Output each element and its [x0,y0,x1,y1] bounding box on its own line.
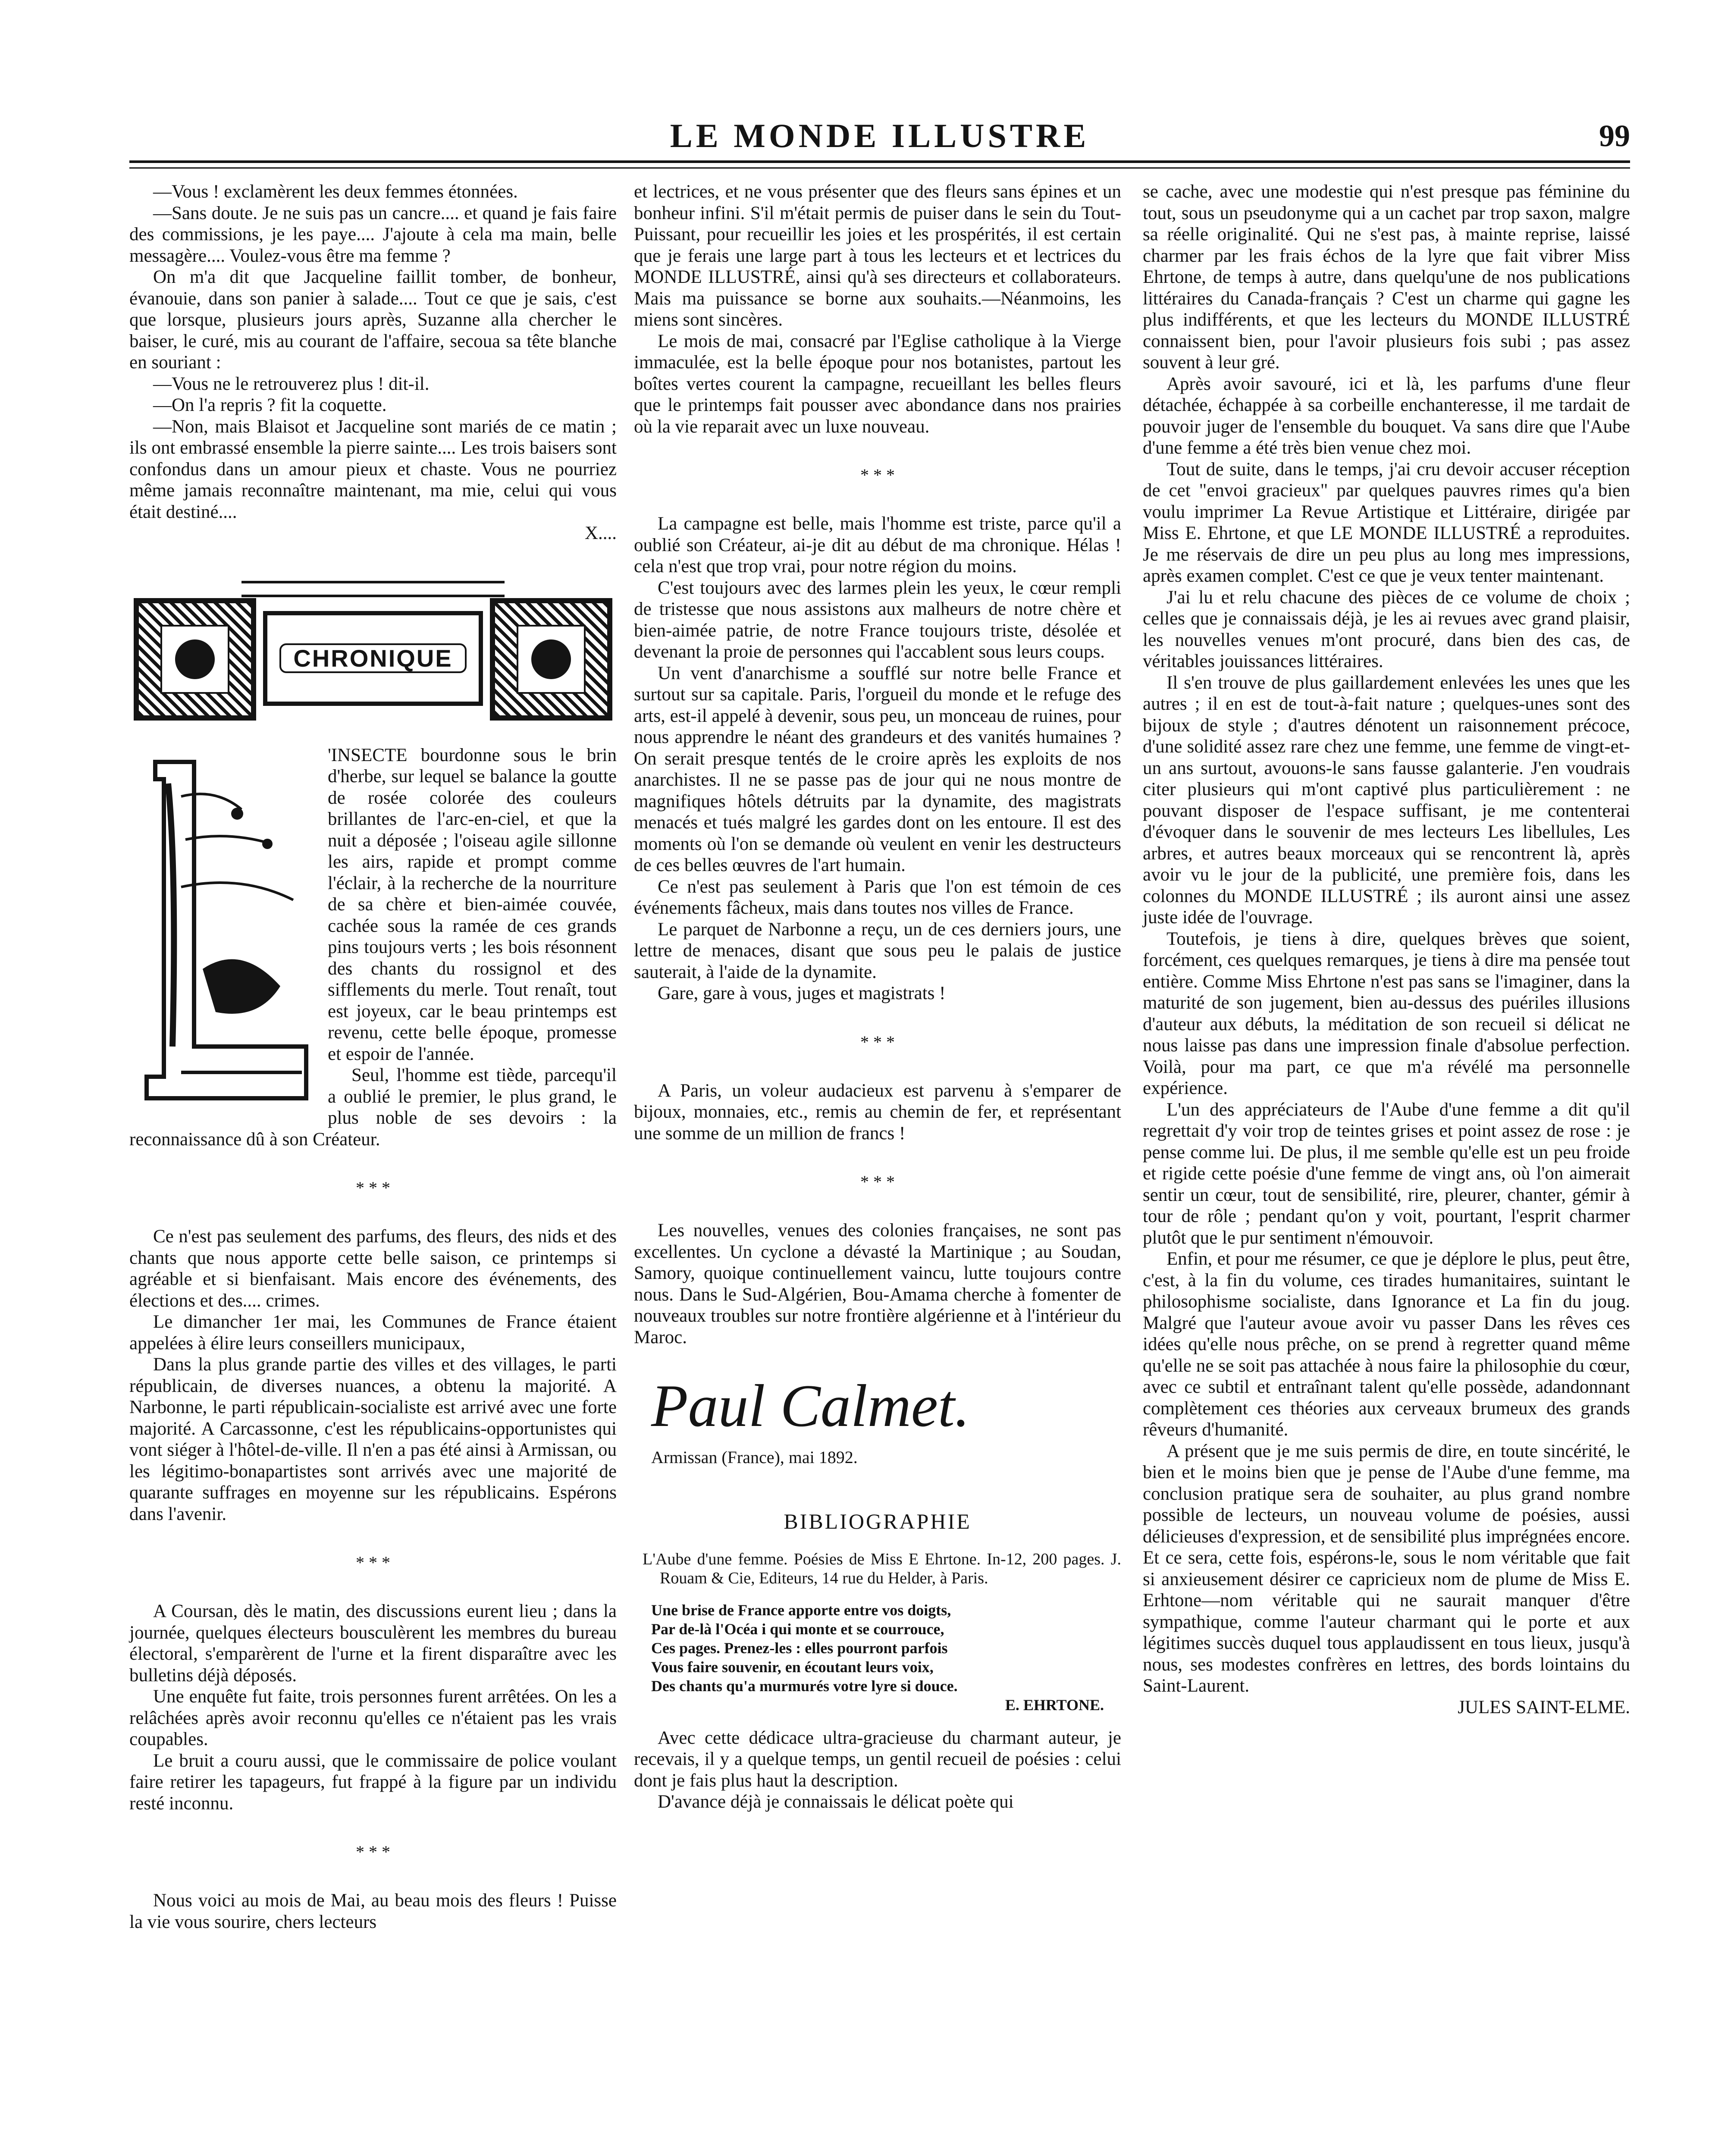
paragraph: —Non, mais Blaisot et Jacqueline sont mariés de ce matin ; ils ont embrassé ensemble la pierre sainte.... Les trois baisers sont confondus dans un amour pieux et chaste. Vous ne pourriez même jamais reconnaître maintenant, ma mie, celui qui vous était destiné.... [129,416,617,522]
section-stars: * * * [860,1172,895,1191]
header-rule-thin [129,167,1630,169]
paragraph: J'ai lu et relu chacune des pièces de ce volume de choix ; celles que je connaissais déjà, je les ai revues avec grand plaisir, les nouvelles venues m'ont procuré, dans bien des cas, de véritables jouissances littéraires. [1143,587,1630,671]
chronique-opening [129,745,617,1065]
paragraph: Les nouvelles, venues des colonies françaises, ne sont pas excellentes. Un cyclone a dévasté la Martinique ; au Soudan, Samory, quoique continuellement vaincu, lutte toujours contre nous. Dans le Sud-Algérien, Bou-Amama cherche à fomenter de nouveaux troubles sur notre frontière algérienne et à l'intérieur du Maroc. [634,1220,1121,1348]
section-stars: * * * [356,1553,390,1572]
poem-author: E. EHRTONE. [1005,1696,1104,1714]
column-1 [129,181,617,2156]
paragraph: Toutefois, je tiens à dire, quelques brèves que soient, forcément, ces quelques remarques, je tiens à dire ma pensée tout entière. Comme Miss Ehrtone n'est pas sans se l'imaginer, dans la maturité de son jugement, bien au-dessus des puériles illusions d'auteur aux débuts, la méditation de son recueil si délicat ne nous laisse pas dans une impression finale d'absolue perfection. Voilà, pour ma part, ce que m'a révélé ma personnelle expérience. [1143,928,1630,1098]
paragraph: L'un des appréciateurs de l'Aube d'une femme a dit qu'il regrettait d'y voir trop de teintes grises et point assez de rose : je pense comme lui. De plus, il me semble qu'elle est un peu froide et rigide cette poésie d'une femme de vingt ans, où l'on aimerait sentir un cœur, tout de sensibilité, rire, pleurer, chanter, gémir à tour de rôle ; pendant qu'on y voit, pourtant, l'esprit charmer plutôt que le pur sentiment n'émouvoir. [1143,1099,1630,1248]
paragraph: Le dimancher 1er mai, les Communes de France étaient appelées à élire leurs conseillers municipaux, [129,1312,617,1354]
banner-rule [241,581,505,597]
paragraph: et lectrices, et ne vous présenter que des fleurs sans épines et un bonheur infini. S'il m'était permis de puiser dans le sein du Tout-Puissant, pour recueillir les joies et les prospérités, il est certain que je ferais une large part à tous les lecteurs et et lectrices du MONDE ILLUSTRÉ, ainsi qu'à ses directeurs et collaborateurs. Mais ma puissance se borne aux souhaits.—Néanmoins, les miens sont sincères. [634,182,1121,330]
paragraph: —On l'a repris ? fit la coquette. [153,395,387,415]
section-stars: * * * [356,1178,390,1197]
paragraph: Ce n'est pas seulement des parfums, des fleurs, des nids et des chants que nous apporte cette belle saison, ce printemps si agréable et si bienfaisant. Mais encore des événements, des élections et des.... crimes. [129,1226,617,1311]
header-rule-thick [129,160,1630,163]
bibliography-reference: L'Aube d'une femme. Poésies de Miss E Ehrtone. In-12, 200 pages. J. Rouam & Cie, Editeurs, 14 rue du Helder, à Paris. [643,1550,1121,1587]
bibliographie-heading: BIBLIOGRAPHIE [784,1509,972,1533]
page-number: 99 [1599,119,1630,153]
paragraph: C'est toujours avec des larmes plein les yeux, le cœur rempli de tristesse que nous assistons aux malheurs de notre chère et bien-aimée patrie, de notre France toujours triste, désolée et devenant la proie de personnes qui l'accablent sous leurs coups. [634,577,1121,662]
paragraph: A Paris, un voleur audacieux est parvenu à s'emparer de bijoux, monnaies, etc., remis au chemin de fer, et représentant une somme de un million de francs ! [634,1080,1121,1144]
paragraph: Nous voici au mois de Mai, au beau mois des fleurs ! Puisse la vie vous sourire, chers lecteurs [129,1890,617,1932]
paragraph: Avec cette dédicace ultra-gracieuse du charmant auteur, je recevais, il y a quelque temps, un gentil recueil de poésies : celui dont je fais plus haut la description. [634,1727,1121,1791]
paragraph: se cache, avec une modestie qui n'est presque pas féminine du tout, sous un pseudonyme qui a un cachet par trop saxon, malgre sa réelle originalité. Qui ne s'est pas, à mainte reprise, laissé charmer par les frais échos de la lyre que fait vibrer Miss Ehrtone, de temps à autre, dans quelqu'une de nos publications littéraires du Canada-français ? C'est un charme qui gagne les plus indifférents, et que les lecteurs du MONDE ILLUSTRÉ connaissent bien, pour l'avoir plusieurs fois subi ; pas assez souvent à leur gré. [1143,182,1630,373]
article-author: JULES SAINT-ELME. [1458,1697,1630,1717]
chronique-banner [134,581,612,727]
dateline: Armissan (France), mai 1892. [651,1448,858,1467]
paragraph: Gare, gare à vous, juges et magistrats ! [658,983,946,1003]
column-3 [1143,181,1630,2156]
ornament-left-icon [134,598,256,721]
dedication-poem [651,1601,1121,1714]
poem-line: Par de-là l'Océa i qui monte et se courrouce, [651,1620,944,1638]
paragraph: —Vous ne le retrouverez plus ! dit-il. [153,373,430,394]
paragraph: Tout de suite, dans le temps, j'ai cru devoir accuser réception de cet "envoi gracieux" par quelques pauvres rimes qu'a bien voulu imprimer La Revue Artistique et Littéraire, dirigée par Miss E. Ehrtone, et que LE MONDE ILLUSTRÉ a reproduites. Je me réservais de dire un peu plus au long mes impressions, après examen complet. C'est ce que je veux tenter maintenant. [1143,459,1630,586]
author-signature: Paul Calmet. [651,1373,970,1439]
paragraph: Le mois de mai, consacré par l'Eglise catholique à la Vierge immaculée, est la belle époque pour nos botanistes, partout les boîtes vertes courent la campagne, recueillant les belles fleurs que le printemps fait pousser avec abondance dans nos prairies où la vie reparait avec un luxe nouveau. [634,331,1121,437]
paragraph: A Coursan, dès le matin, des discussions eurent lieu ; dans la journée, quelques électeurs bousculèrent les membres du bureau électoral, s'emparèrent de l'urne et la firent disparaître avec les bulletins déjà déposés. [129,1601,617,1686]
dropcap-l-illustration-icon [129,745,315,1116]
section-stars: * * * [860,1032,895,1052]
paragraph: Ce n'est pas seulement à Paris que l'on est témoin de ces événements fâcheux, mais dans toutes nos villes de France. [634,876,1121,918]
paragraph: Un vent d'anarchisme a soufflé sur notre belle France et surtout sur sa capitale. Paris, l'orgueil du monde et le refuge des arts, est-il appelé à devenir, sous peu, un monceau de ruines, pour nous apprendre le néant des grandeurs et des vanités humaines ? On serait presque tentés de le croire après les exploits de nos anarchistes. Il ne se passe pas de jour qui ne nous montre de magnifiques hôtels détruits par la dynamite, des magistrats menacés et tués malgré les gardes dont on les entoure. Il est des moments où l'on se demande où veulent en venir les destructeurs de ces belles œuvres de l'art humain. [634,663,1121,875]
paragraph: On m'a dit que Jacqueline faillit tomber, de bonheur, évanouie, dans son panier à salade.... Tout ce que je sais, c'est que lorsque, plusieurs jours après, Suzanne alla chercher le baiser, le curé, mis au courant de l'affaire, secoua sa tête blanche en souriant : [129,267,617,373]
section-stars: * * * [356,1842,390,1861]
chronique-title: CHRONIQUE [279,643,466,674]
paragraph: La campagne est belle, mais l'homme est triste, parce qu'il a oublié son Créateur, ai-je dit au début de ma chronique. Hélas ! cela n'est que trop vrai, pour notre région du moins. [634,514,1121,577]
paragraph: Il s'en trouve de plus gaillardement enlevées les unes que les autres ; il en est de tout-à-fait nature ; quelques-unes sont des bijoux de style ; d'autres dénotent un raisonnement précoce, d'une solidité assez rare chez une femme, une femme de vingt-et-un ans surtout, avouons-le sans fausse galanterie. J'en voudrais citer plusieurs qui m'ont captivé plus particulièrement : ne pouvant disposer de l'espace suffisant, je me contenterai d'évoquer dans le souvenir de mes lecteurs Les libellules, Les arbres, et autres beaux morceaux qui se rencontrent là, après avoir vu le jour de la publicité, une première fois, dans les colonnes du MONDE ILLUSTRÉ ; ils auront ainsi une assez juste idée de l'ouvrage. [1143,672,1630,928]
poem-line: Vous faire souvenir, en écoutant leurs voix, [651,1658,934,1676]
column-2 [634,181,1121,2156]
page-header [129,116,1630,155]
paragraph: Dans la plus grande partie des villes et des villages, le parti républicain, de diverses nuances, a obtenu la majorité. A Narbonne, le parti républicain-socialiste est arrivé avec une forte majorité. A Carcassonne, c'est les républicains-opportunistes qui vont siéger à l'hôtel-de-ville. Il n'en a pas été ainsi à Armissan, ou les légitimo-bonapartistes sont arrivés avec une majorité de quarante suffrages en moyenne sur les républicains. Espérons dans l'avenir. [129,1354,617,1524]
poem-line: Ces pages. Prenez-les : elles pourront parfois [651,1639,948,1657]
paragraph: A présent que je me suis permis de dire, en toute sincérité, le bien et le moins bien que je pense de l'Aube d'une femme, ma conclusion pratique sera de souhaiter, au plus grand nombre possible de lecteurs, un nouveau volume de poésies, aussi délicieuses d'expression, et de sensibilité plus imprégnées encore. Et ce sera, cette fois, espérons-le, sous le nom véritable que fait si anxieusement désirer ce capricieux nom de plume de Miss E. Erhtone—nom véritable qui ne saurait manquer d'être sympathique, comme l'auteur charmant qui le porte et aux légitimes succès duquel tous applaudissent en tous lieux, jusqu'à nous, ses modestes confrères en lettres, des bords lointains du Saint-Laurent. [1143,1441,1630,1696]
paragraph: Enfin, et pour me résumer, ce que je déplore le plus, peut être, c'est, à la fin du volume, ces tirades humanitaires, suintant le philosophisme socialiste, dans Ignorance et La fin du joug. Malgré que l'auteur avoue avoir vu passer Dans les rêves ces idées qu'elle nous prêche, on se prend à regretter quand même qu'elle ne se soit pas attachée à nous faire la philosophie du cœur, avec ce subtil et entraînant talent qu'elle possède, adandonnant complètement ces théories aux cerveaux brumeux des grands rêveurs d'humanité. [1143,1249,1630,1440]
section-stars: * * * [860,465,895,485]
paragraph: D'avance déjà je connaissais le délicat poète qui [658,1792,1014,1812]
paragraph: Après avoir savouré, ici et là, les parfums d'une fleur détachée, échappée à sa corbeille enchanteresse, il me tardait de pouvoir juger de l'ensemble du bouquet. Va sans dire que l'Aube d'une femme a été très bien venue chez moi. [1143,373,1630,458]
paragraph: —Sans doute. Je ne suis pas un cancre.... et quand je fais faire des commissions, je les paye.... J'ajoute à cela ma main, belle messagère.... Voulez-vous être ma femme ? [129,203,617,266]
paragraph: Le parquet de Narbonne a reçu, un de ces derniers jours, une lettre de menaces, disant que sous peu le palais de justice sauterait, à l'aide de la dynamite. [634,919,1121,982]
paragraph: —Vous ! exclamèrent les deux femmes étonnées. [153,182,518,202]
paragraph: Le bruit a couru aussi, que le commissaire de police voulant faire retirer les tapageurs, fut frappé à la figure par un individu resté inconnu. [129,1750,617,1814]
chronique-title-frame [263,611,483,706]
paragraph: Seul, l'homme est tiède, parcequ'il a oublié le premier, le plus grand, le plus noble de ses devoirs : la reconnaissance dû à son Créateur. [129,1065,617,1150]
masthead-title: LE MONDE ILLUSTRE [670,117,1090,154]
paragraph: Une enquête fut faite, trois personnes furent arrêtées. On les a relâchées après avoir reconnu qu'elles ce n'étaient pas les vrais coupables. [129,1686,617,1749]
poem-line: Une brise de France apporte entre vos doigts, [651,1601,951,1619]
poem-line: Des chants qu'a murmurés votre lyre si douce. [651,1677,958,1695]
ornament-right-icon [490,598,612,721]
story-signoff: X.... [584,523,617,543]
paragraph: 'INSECTE bourdonne sous le brin d'herbe, sur lequel se balance la goutte de rosée colorée des couleurs brillantes de l'arc-en-ciel, et que la nuit a déposée ; l'oiseau agile sillonne les airs, rapide et prompt comme l'éclair, à la recherche de la nourriture de sa chère et bien-aimée couvée, cachée sous la ramée de ces grands pins toujours verts ; les bois résonnent des chants du rossignol et des sifflements du merle. Tout renaît, tout est joyeux, car le beau printemps est revenu, cette belle époque, promesse et espoir de l'année. [328,745,617,1064]
